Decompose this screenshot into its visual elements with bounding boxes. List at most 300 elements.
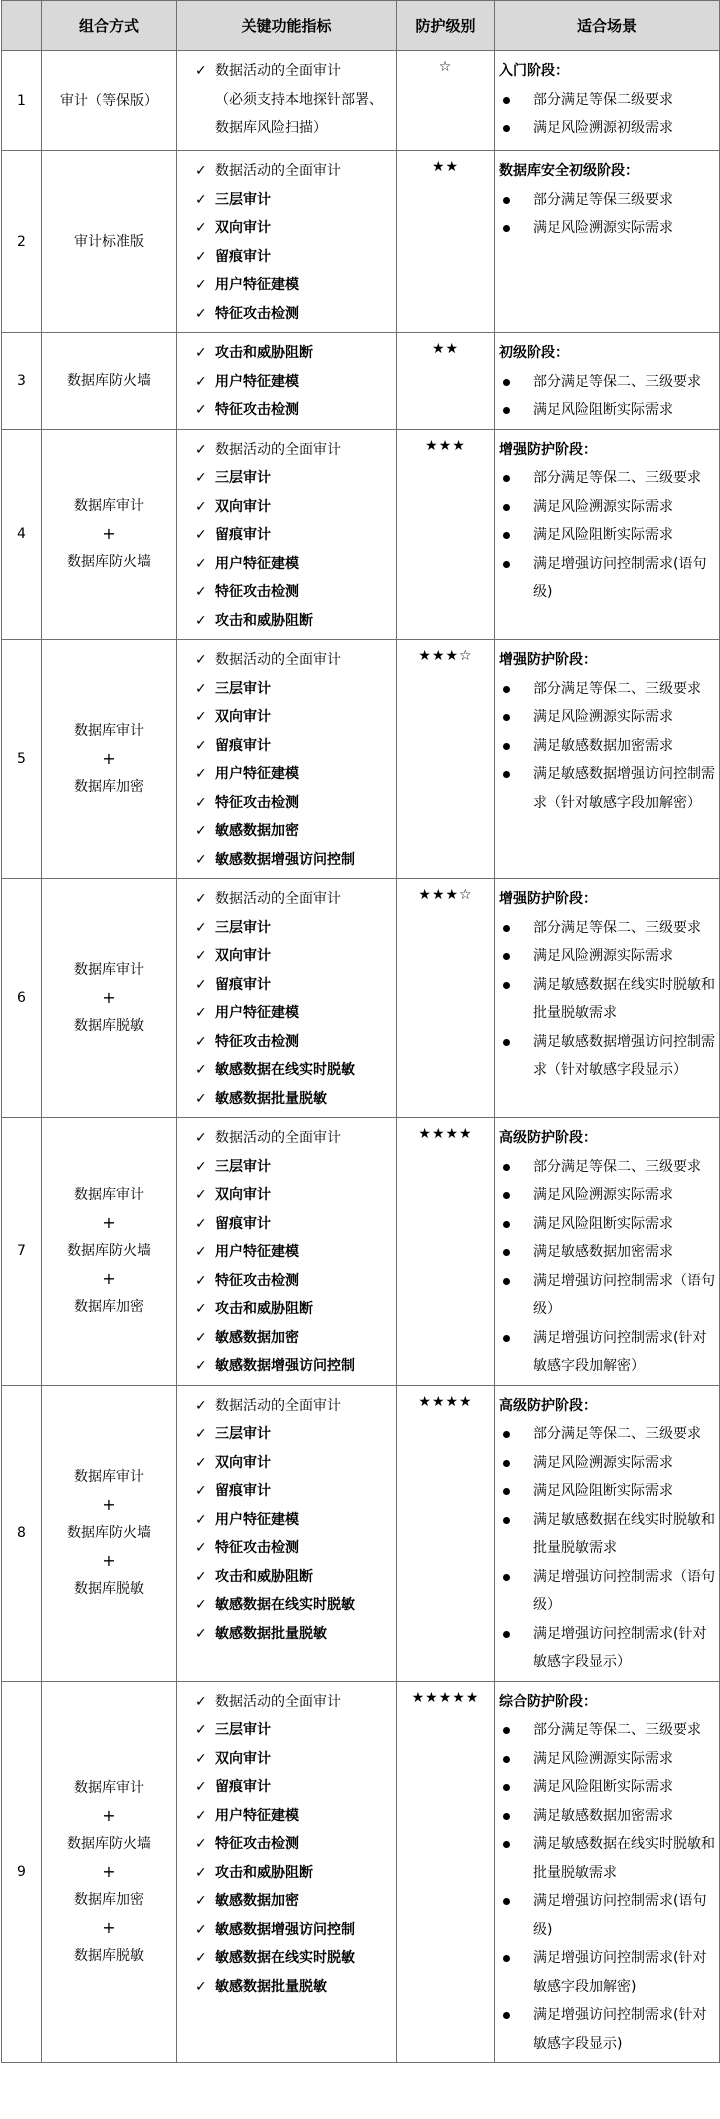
plus-sign: + (102, 1805, 116, 1825)
feature-item (195, 1238, 392, 1267)
check-icon: ✓ (195, 1033, 207, 1050)
check-icon: ✓ (195, 1130, 207, 1146)
requirement-text: 满足风险阻断实际需求 (533, 402, 673, 418)
combination-item: 数据库脱敏 (74, 1018, 144, 1034)
feature-item (195, 1124, 392, 1153)
check-icon: ✓ (195, 1921, 207, 1938)
requirement-item (499, 396, 715, 425)
requirement-item (499, 186, 715, 215)
feature-item (195, 271, 392, 300)
combination-table (1, 0, 720, 2063)
feature-label: 用户特征建模 (215, 1807, 299, 1824)
feature-item (195, 436, 392, 465)
check-icon: ✓ (195, 584, 207, 600)
bullet-icon (503, 982, 510, 989)
feature-label: 留痕审计 (215, 248, 271, 265)
combination-item: 数据库加密 (74, 1891, 144, 1908)
row-number: 7 (2, 1118, 42, 1386)
requirement-item (499, 1238, 715, 1267)
feature-item (195, 1477, 392, 1506)
requirement-item (499, 521, 715, 550)
feature-item (195, 1688, 392, 1717)
requirement-text: 满足敏感数据加密需求 (533, 737, 673, 754)
requirement-text: 部分满足等保二、三级要求 (533, 373, 701, 390)
feature-item (195, 789, 392, 818)
feature-item (195, 1324, 392, 1353)
check-icon: ✓ (195, 737, 207, 754)
feature-label: 双向审计 (215, 1454, 271, 1471)
combination-cell (42, 151, 177, 333)
feature-item (195, 1916, 392, 1945)
table-row (2, 429, 720, 640)
requirement-item (499, 1181, 715, 1210)
bullet-icon (503, 1631, 510, 1638)
bullet-icon (503, 379, 510, 386)
feature-item (195, 300, 392, 329)
feature-label: 攻击和威胁阻断 (215, 612, 313, 629)
check-icon: ✓ (195, 191, 207, 208)
stage-title: 增强防护阶段： (499, 652, 597, 668)
requirement-item (499, 1449, 715, 1478)
requirement-item (499, 1887, 715, 1944)
requirement-text: 部分满足等保二、三级要求 (533, 680, 701, 697)
combination-cell (42, 333, 177, 430)
bullet-icon (503, 225, 510, 232)
combination-item: 数据库审计 (74, 962, 144, 978)
feature-label: 用户特征建模 (215, 555, 299, 572)
requirement-item (499, 1716, 715, 1745)
check-icon: ✓ (195, 345, 207, 361)
feature-label: 双向审计 (215, 498, 271, 515)
requirement-text: 部分满足等保二、三级要求 (533, 919, 701, 936)
requirement-text: 满足敏感数据在线实时脱敏和批量脱敏需求 (533, 1836, 715, 1881)
row-number: 4 (2, 429, 42, 640)
check-icon: ✓ (195, 555, 207, 572)
requirement-item (499, 493, 715, 522)
check-icon: ✓ (195, 1836, 207, 1852)
check-icon: ✓ (195, 919, 207, 936)
requirement-text: 满足风险溯源实际需求 (533, 1187, 673, 1203)
feature-label: 双向审计 (215, 1187, 271, 1203)
feature-item (195, 368, 392, 397)
protection-level-stars: ★★★☆ (397, 640, 495, 879)
feature-label: 敏感数据在线实时脱敏 (215, 1950, 355, 1966)
check-icon: ✓ (195, 823, 207, 839)
row-number: 1 (2, 51, 42, 151)
check-icon: ✓ (195, 1568, 207, 1585)
stage-title: 综合防护阶段： (499, 1693, 597, 1710)
feature-item (195, 1267, 392, 1296)
combination-item: 数据库防火墙 (67, 372, 151, 389)
features-cell (177, 879, 397, 1118)
feature-label: 留痕审计 (215, 1215, 271, 1232)
check-icon: ✓ (195, 1158, 207, 1175)
table-header-row (2, 1, 720, 51)
check-icon: ✓ (195, 976, 207, 993)
feature-label: 用户特征建模 (215, 1511, 299, 1528)
feature-item (195, 760, 392, 789)
row-number: 8 (2, 1385, 42, 1681)
requirement-item (499, 1745, 715, 1774)
check-icon: ✓ (195, 441, 207, 458)
feature-label: 用户特征建模 (215, 1244, 299, 1260)
plus-sign: + (102, 1213, 116, 1233)
check-icon: ✓ (195, 220, 207, 236)
requirement-item (499, 1324, 715, 1381)
combination-item: 数据库防火墙 (67, 1525, 151, 1541)
bullet-icon (503, 771, 510, 778)
requirement-item (499, 675, 715, 704)
check-icon: ✓ (195, 470, 207, 486)
bullet-icon (503, 1278, 510, 1285)
check-icon: ✓ (195, 402, 207, 418)
check-icon: ✓ (195, 1511, 207, 1528)
stage-title: 高级防护阶段： (499, 1397, 597, 1414)
requirement-item (499, 1420, 715, 1449)
requirement-text: 满足敏感数据在线实时脱敏和批量脱敏需求 (533, 976, 715, 1021)
combination-item: 数据库审计 (74, 1779, 144, 1796)
feature-item (195, 675, 392, 704)
combination-item: 数据库防火墙 (67, 1835, 151, 1852)
feature-item (195, 885, 392, 914)
requirement-text: 满足增强访问控制需求(针对敏感字段显示) (533, 2007, 707, 2052)
check-icon: ✓ (195, 527, 207, 543)
feature-item (195, 578, 392, 607)
check-icon: ✓ (195, 1272, 207, 1289)
feature-label: 数据活动的全面审计 (215, 163, 341, 179)
requirement-text: 满足风险阻断实际需求 (533, 1779, 673, 1795)
requirement-item (499, 114, 715, 143)
feature-item (195, 1534, 392, 1563)
feature-item (195, 1716, 392, 1745)
feature-label: 三层审计 (215, 470, 271, 486)
feature-label: 敏感数据增强访问控制 (215, 1358, 355, 1374)
feature-label: 用户特征建模 (215, 1005, 299, 1021)
feature-item (195, 1973, 392, 2002)
scenario-cell (495, 51, 720, 151)
requirement-item (499, 464, 715, 493)
row-number: 2 (2, 151, 42, 333)
requirement-text: 满足增强访问控制需求(针对敏感字段加解密） (533, 1329, 707, 1374)
check-icon: ✓ (195, 248, 207, 265)
feature-label: 特征攻击检测 (215, 1540, 299, 1556)
feature-item (195, 1887, 392, 1916)
feature-item (195, 1563, 392, 1592)
bullet-icon (503, 1335, 510, 1342)
feature-label: 特征攻击检测 (215, 402, 299, 418)
check-icon: ✓ (195, 1693, 207, 1710)
requirement-item (499, 1620, 715, 1677)
requirement-item (499, 1506, 715, 1563)
requirement-item (499, 1477, 715, 1506)
protection-level-stars: ★★ (397, 333, 495, 430)
bullet-icon (503, 1488, 510, 1495)
features-cell (177, 640, 397, 879)
check-icon: ✓ (195, 63, 207, 79)
check-icon: ✓ (195, 305, 207, 322)
feature-item (195, 703, 392, 732)
feature-label: 三层审计 (215, 1158, 271, 1175)
combination-item: 数据库审计 (74, 1187, 144, 1204)
check-icon: ✓ (195, 1597, 207, 1613)
feature-item (195, 1153, 392, 1182)
feature-label: 敏感数据在线实时脱敏 (215, 1062, 355, 1078)
features-cell (177, 333, 397, 430)
check-icon: ✓ (195, 1062, 207, 1078)
requirement-text: 部分满足等保三级要求 (533, 191, 673, 208)
feature-label: 敏感数据批量脱敏 (215, 1090, 327, 1107)
combination-cell (42, 640, 177, 879)
check-icon: ✓ (195, 1807, 207, 1824)
feature-label: 数据活动的全面审计 (215, 891, 341, 907)
feature-item (195, 1773, 392, 1802)
check-icon: ✓ (195, 498, 207, 515)
feature-label: 特征攻击检测 (215, 305, 299, 322)
feature-item (195, 1028, 392, 1057)
bullet-icon (503, 1517, 510, 1524)
feature-label: 敏感数据增强访问控制 (215, 851, 355, 868)
combination-item: 数据库审计 (74, 498, 144, 515)
combination-item: 数据库防火墙 (67, 1243, 151, 1260)
combination-item: 审计标准版 (74, 233, 144, 250)
combination-cell (42, 1118, 177, 1386)
requirement-item (499, 914, 715, 943)
feature-item (195, 1295, 392, 1324)
feature-item (195, 1830, 392, 1859)
check-icon: ✓ (195, 1454, 207, 1471)
feature-item (195, 214, 392, 243)
requirement-item (499, 1944, 715, 2001)
requirement-item (499, 703, 715, 732)
plus-sign: + (102, 1861, 116, 1881)
bullet-icon (503, 532, 510, 539)
check-icon: ✓ (195, 1750, 207, 1767)
bullet-icon (503, 714, 510, 721)
features-cell (177, 1118, 397, 1386)
bullet-icon (503, 475, 510, 482)
table-row (2, 879, 720, 1118)
check-icon: ✓ (195, 1215, 207, 1232)
feature-item (195, 1210, 392, 1239)
protection-level-stars: ★★★★ (397, 1118, 495, 1386)
protection-level-stars: ★★★ (397, 429, 495, 640)
row-number: 9 (2, 1681, 42, 2063)
bullet-icon (503, 1955, 510, 1962)
features-cell (177, 51, 397, 151)
feature-item (195, 1591, 392, 1620)
check-icon: ✓ (195, 1244, 207, 1260)
header-number (2, 1, 42, 51)
check-icon: ✓ (195, 612, 207, 629)
protection-level-stars: ★★★☆ (397, 879, 495, 1118)
requirement-item (499, 1267, 715, 1324)
feature-item (195, 1745, 392, 1774)
check-icon: ✓ (195, 1978, 207, 1995)
requirement-item (499, 1563, 715, 1620)
plus-sign: + (102, 1269, 116, 1289)
feature-label: 三层审计 (215, 1722, 271, 1738)
feature-item (195, 157, 392, 186)
bullet-icon (503, 1431, 510, 1438)
feature-item (195, 1859, 392, 1888)
feature-item (195, 646, 392, 675)
table-row (2, 51, 720, 151)
feature-item (195, 521, 392, 550)
feature-item (195, 1420, 392, 1449)
combination-cell (42, 51, 177, 151)
bullet-icon (503, 407, 510, 414)
requirement-item (499, 86, 715, 115)
protection-level-stars: ★★★★★ (397, 1681, 495, 2063)
combination-item: 审计（等保版） (60, 92, 158, 109)
requirement-item (499, 1802, 715, 1831)
bullet-icon (503, 1039, 510, 1046)
stage-title: 增强防护阶段： (499, 891, 597, 907)
feature-item (195, 550, 392, 579)
check-icon: ✓ (195, 1329, 207, 1346)
feature-label: 敏感数据在线实时脱敏 (215, 1597, 355, 1613)
requirement-text: 满足风险阻断实际需求 (533, 1483, 673, 1499)
feature-label: 敏感数据加密 (215, 1893, 299, 1909)
feature-label: 用户特征建模 (215, 766, 299, 782)
requirement-item (499, 1830, 715, 1887)
requirement-text: 部分满足等保二、三级要求 (533, 1426, 701, 1442)
check-icon: ✓ (195, 1358, 207, 1374)
requirement-text: 满足风险阻断实际需求 (533, 1215, 673, 1232)
requirement-item (499, 2001, 715, 2058)
requirement-text: 满足敏感数据加密需求 (533, 1807, 673, 1824)
feature-label: 特征攻击检测 (215, 1272, 299, 1289)
check-icon: ✓ (195, 1540, 207, 1556)
feature-item (195, 607, 392, 636)
feature-item (195, 1620, 392, 1649)
check-icon: ✓ (195, 277, 207, 293)
bullet-icon (503, 686, 510, 693)
feature-label: 三层审计 (215, 191, 271, 208)
bullet-icon (503, 1784, 510, 1791)
feature-label: 数据活动的全面审计 (215, 652, 341, 668)
feature-item (195, 1181, 392, 1210)
feature-label: 留痕审计 (215, 1779, 271, 1795)
requirement-text: 满足风险溯源实际需求 (533, 709, 673, 725)
requirement-item (499, 368, 715, 397)
feature-label: 三层审计 (215, 919, 271, 936)
requirement-item (499, 1210, 715, 1239)
check-icon: ✓ (195, 1864, 207, 1881)
feature-item (195, 1802, 392, 1831)
bullet-icon (503, 1756, 510, 1763)
bullet-icon (503, 125, 510, 132)
scenario-cell (495, 1118, 720, 1386)
feature-item (195, 1085, 392, 1114)
requirement-text: 满足敏感数据加密需求 (533, 1244, 673, 1260)
feature-label: 敏感数据加密 (215, 1329, 299, 1346)
requirement-text: 满足增强访问控制需求(语句级) (533, 555, 707, 600)
features-cell (177, 429, 397, 640)
check-icon: ✓ (195, 652, 207, 668)
feature-label: 攻击和威胁阻断 (215, 1568, 313, 1585)
requirement-text: 满足增强访问控制需求(针对敏感字段显示） (533, 1625, 707, 1670)
bullet-icon (503, 1574, 510, 1581)
stage-title: 初级阶段： (499, 345, 569, 361)
feature-item (195, 914, 392, 943)
check-icon: ✓ (195, 1625, 207, 1642)
requirement-text: 部分满足等保二级要求 (533, 91, 673, 108)
requirement-text: 满足风险溯源实际需求 (533, 220, 673, 236)
requirement-item (499, 214, 715, 243)
combination-item: 数据库脱敏 (74, 1947, 144, 1964)
requirement-item (499, 550, 715, 607)
check-icon: ✓ (195, 891, 207, 907)
check-icon: ✓ (195, 680, 207, 697)
feature-label: 三层审计 (215, 1426, 271, 1442)
requirement-text: 满足增强访问控制需求(语句级) (533, 1893, 707, 1938)
feature-item (195, 493, 392, 522)
row-number: 6 (2, 879, 42, 1118)
check-icon: ✓ (195, 1005, 207, 1021)
feature-item (195, 1944, 392, 1973)
scenario-cell (495, 879, 720, 1118)
feature-item (195, 999, 392, 1028)
bullet-icon (503, 1192, 510, 1199)
requirement-text: 满足风险溯源实际需求 (533, 1454, 673, 1471)
feature-label: 留痕审计 (215, 1483, 271, 1499)
check-icon: ✓ (195, 948, 207, 964)
combination-cell (42, 879, 177, 1118)
stage-title: 增强防护阶段： (499, 441, 597, 458)
feature-label: 留痕审计 (215, 976, 271, 993)
feature-label: 用户特征建模 (215, 373, 299, 390)
feature-label: 双向审计 (215, 709, 271, 725)
feature-item (195, 57, 392, 86)
bullet-icon (503, 1460, 510, 1467)
bullet-icon (503, 561, 510, 568)
plus-sign: + (102, 988, 116, 1007)
features-cell (177, 1681, 397, 2063)
scenario-cell (495, 1385, 720, 1681)
row-number: 3 (2, 333, 42, 430)
requirement-text: 满足风险溯源初级需求 (533, 120, 673, 136)
table-row (2, 1118, 720, 1386)
check-icon: ✓ (195, 1397, 207, 1414)
check-icon: ✓ (195, 851, 207, 868)
bullet-icon (503, 1898, 510, 1905)
combination-item: 数据库加密 (74, 779, 144, 795)
feature-item (195, 1506, 392, 1535)
check-icon: ✓ (195, 1722, 207, 1738)
requirement-text: 满足敏感数据增强访问控制需求（针对敏感字段加解密） (533, 766, 715, 811)
requirement-text: 部分满足等保二、三级要求 (533, 1158, 701, 1175)
protection-level-stars: ★★★★ (397, 1385, 495, 1681)
protection-level-stars: ★★ (397, 151, 495, 333)
requirement-item (499, 1773, 715, 1802)
table-body (2, 51, 720, 2063)
bullet-icon (503, 197, 510, 204)
feature-item (195, 942, 392, 971)
table-row (2, 151, 720, 333)
requirement-item (499, 971, 715, 1028)
bullet-icon (503, 1164, 510, 1171)
table-row (2, 1385, 720, 1681)
requirement-item (499, 760, 715, 817)
feature-item (195, 732, 392, 761)
feature-label: 数据活动的全面审计 (215, 1130, 341, 1146)
feature-label: 留痕审计 (215, 737, 271, 754)
bullet-icon (503, 1813, 510, 1820)
feature-label: 敏感数据加密 (215, 823, 299, 839)
requirement-text: 满足敏感数据在线实时脱敏和批量脱敏需求 (533, 1511, 715, 1556)
scenario-cell (495, 151, 720, 333)
